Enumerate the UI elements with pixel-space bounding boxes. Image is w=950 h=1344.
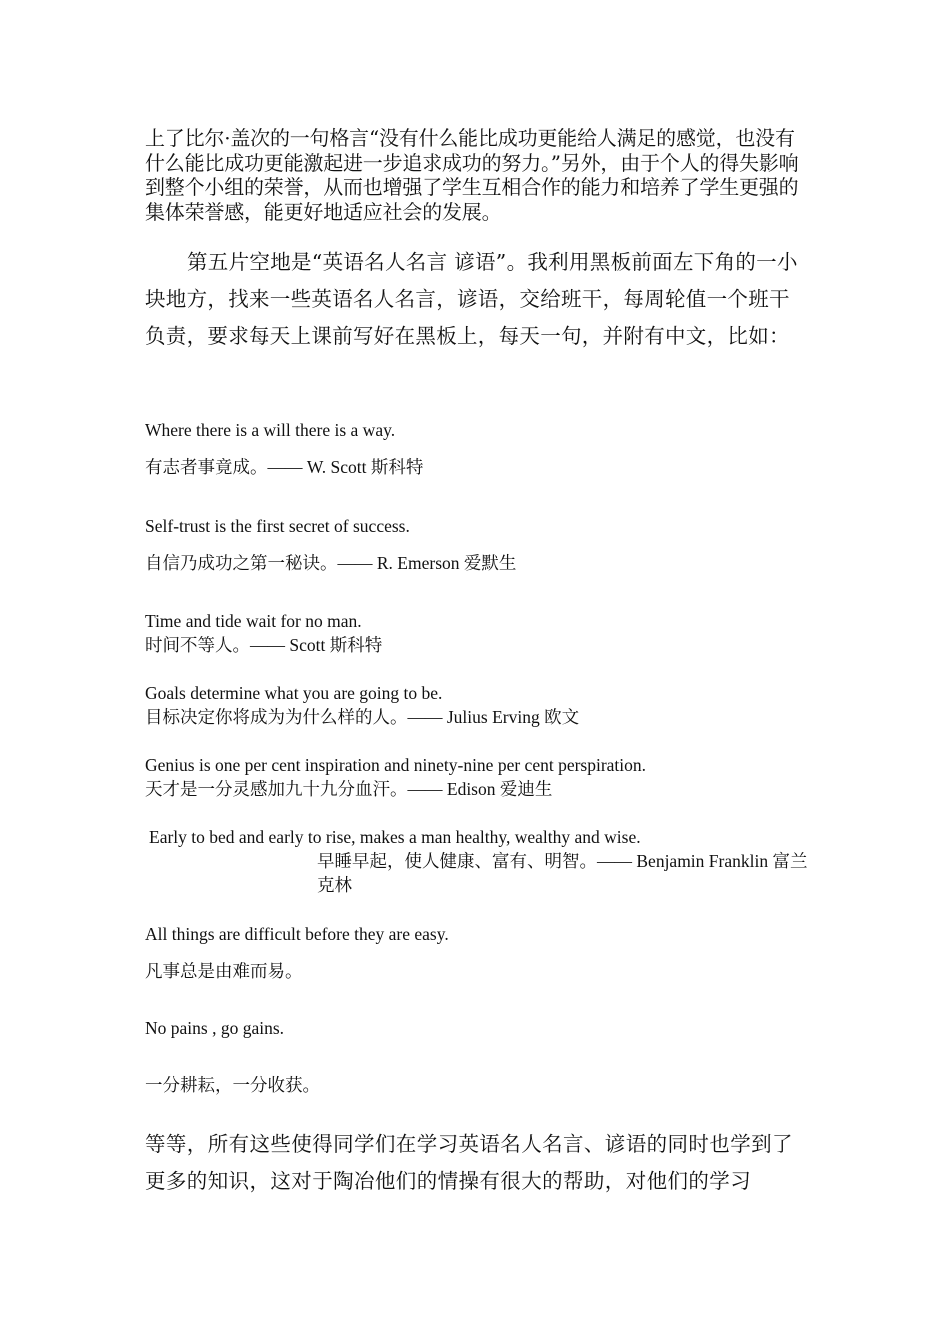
intro-paragraph: 上了比尔·盖次的一句格言“没有什么能比成功更能给人满足的感觉，也没有什么能比成功更能激起进一步追求成功的努力。”另外，由于个人的得失影响到整个小组的荣誉，从而也增强了学生互相合作的能力和培养了学生更强的集体荣誉感，能更好地适应社会的发展。 [145,126,799,224]
quote-2-english: Self-trust is the first secret of success. [145,516,410,536]
fifth-area-paragraph: 第五片空地是“英语名人名言 谚语”。我利用黑板前面左下角的一小块地方，找来一些英语名人名言，谚语，交给班干，每周轮值一个班干负责，要求每天上课前写好在黑板上，每天一句，并附有中文，比如： [145,250,798,348]
quote-3-english: Time and tide wait for no man. [145,611,362,631]
quote-2-chinese: 自信乃成功之第一秘诀。—— R. Emerson 爱默生 [145,553,517,573]
quote-6-english: Early to bed and early to rise, makes a man healthy, wealthy and wise. [149,827,641,847]
quote-7-chinese: 凡事总是由难而易。 [145,961,303,981]
quote-5-english: Genius is one per cent inspiration and ninety-nine per cent perspiration. [145,755,647,775]
quote-1-english: Where there is a will there is a way. [145,420,396,440]
quote-4-english: Goals determine what you are going to be. [145,683,443,703]
quote-4-chinese: 目标决定你将成为为什么样的人。—— Julius Erving 欧文 [145,707,580,727]
quote-6-chinese: 早睡早起，使人健康、富有、明智。—— Benjamin Franklin 富兰克林 [317,851,808,895]
quote-3-chinese: 时间不等人。—— Scott 斯科特 [145,635,383,655]
quote-7-english: All things are difficult before they are easy. [145,924,449,944]
quote-5-chinese: 天才是一分灵感加九十九分血汗。—— Edison 爱迪生 [145,779,553,799]
quote-8-english: No pains , go gains. [145,1018,285,1038]
closing-paragraph: 等等，所有这些使得同学们在学习英语名人名言、谚语的同时也学到了更多的知识，这对于陶冶他们的情操有很大的帮助，对他们的学习 [145,1132,793,1193]
quote-8-chinese: 一分耕耘，一分收获。 [145,1075,320,1095]
quote-1-chinese: 有志者事竟成。—— W. Scott 斯科特 [145,457,424,477]
